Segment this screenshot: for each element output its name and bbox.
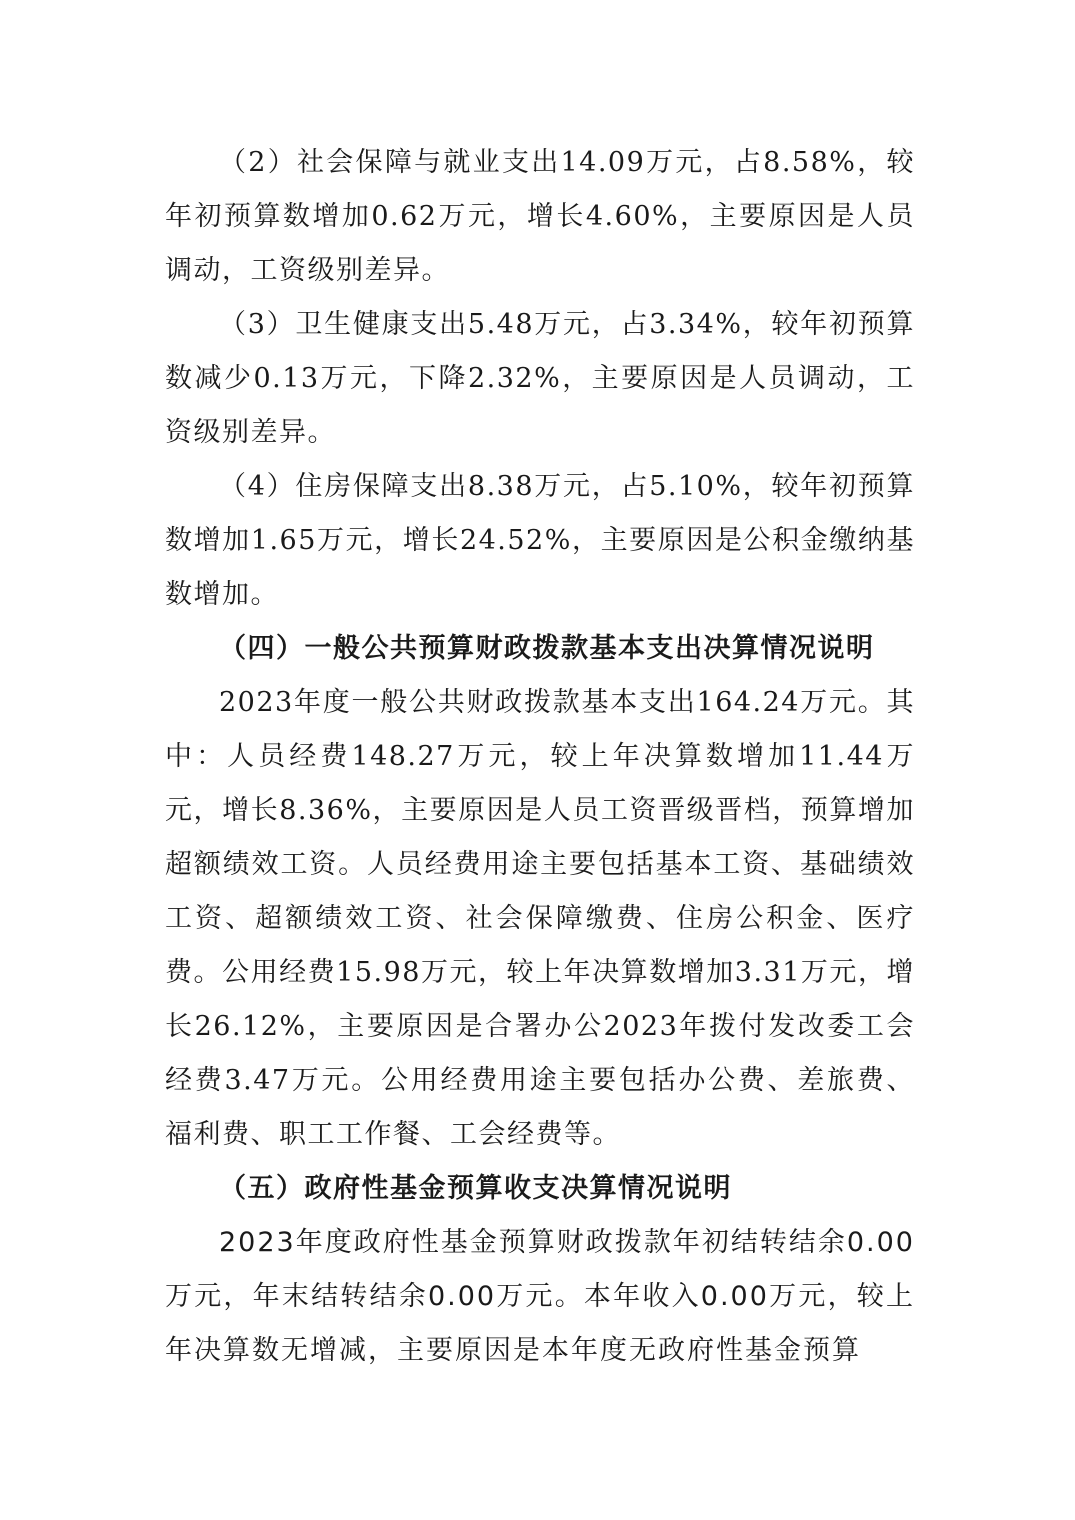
section-4-heading: （四）一般公共预算财政拨款基本支出决算情况说明 (219, 633, 875, 664)
section-4-body: 2023年度一般公共财政拨款基本支出164.24万元。其中：人员经费148.27万元，较上年决算数增加11.44万元，增长8.36%，主要原因是人员工资晋级晋档，预算增加超额绩效工资。人员经费用途主要包括基本工资、基础绩效工资、超额绩效工资、社会保障缴费、住房公积金、医疗费。公用经费15.98万元，较上年决算数增加3.31万元，增长26.12%，主要原因是合署办公2023年拨付发改委工会经费3.47万元。公用经费用途主要包括办公费、差旅费、福利费、职工工作餐、工会经费等。 (165, 687, 915, 1150)
section-5-heading: （五）政府性基金预算收支决算情况说明 (219, 1173, 732, 1204)
section-5-body: 2023年度政府性基金预算财政拨款年初结转结余0.00万元，年末结转结余0.00万元。本年收入0.00万元，较上年决算数无增减，主要原因是本年度无政府性基金预算 (165, 1227, 915, 1366)
paragraph-housing-expenditure: （4）住房保障支出8.38万元，占5.10%，较年初预算数增加1.65万元，增长24.52%，主要原因是公积金缴纳基数增加。 (165, 471, 915, 610)
paragraph-health-expenditure: （3）卫生健康支出5.48万元，占3.34%，较年初预算数减少0.13万元，下降2.32%，主要原因是人员调动，工资级别差异。 (165, 309, 915, 448)
paragraph-social-security-expenditure: （2）社会保障与就业支出14.09万元，占8.58%，较年初预算数增加0.62万元，增长4.60%，主要原因是人员调动，工资级别差异。 (165, 147, 915, 286)
document-page (165, 136, 915, 1378)
